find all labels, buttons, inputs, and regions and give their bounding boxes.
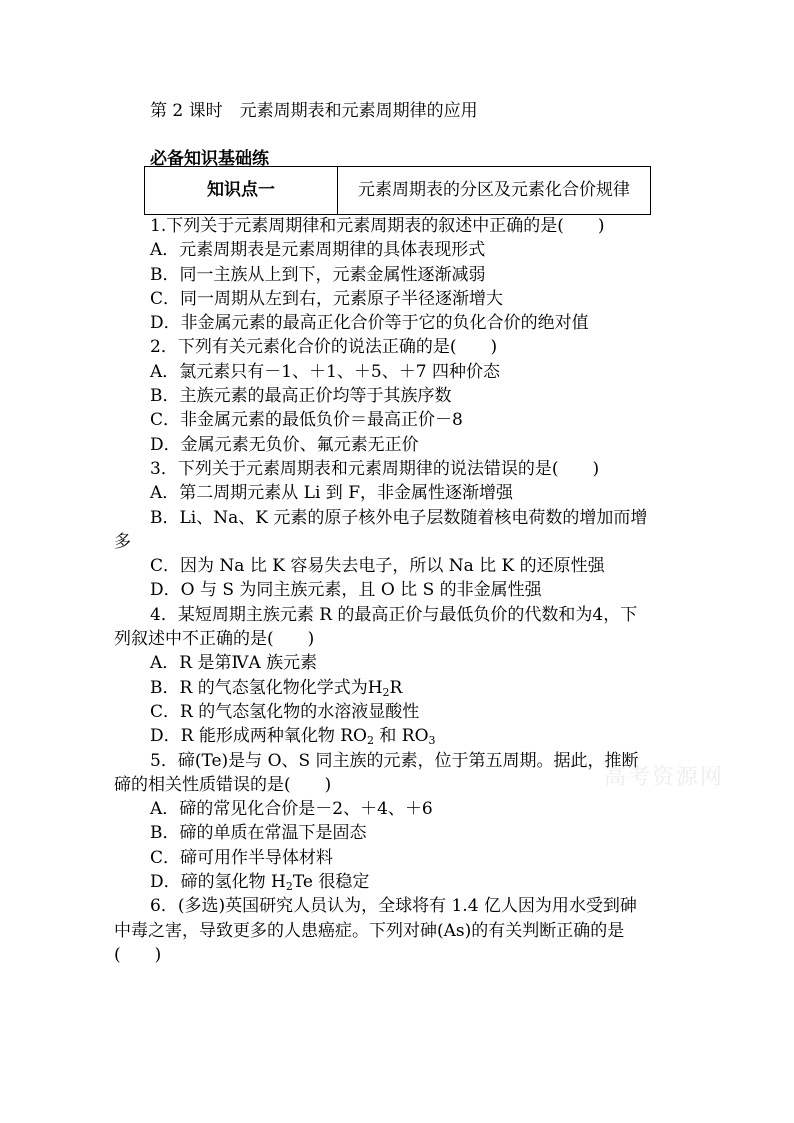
q5-option-b: B．碲的单质在常温下是固态 — [150, 823, 367, 844]
q1-option-c: C．同一周期从左到右，元素原子半径逐渐增大 — [150, 288, 504, 309]
q2-stem: 2．下列有关元素化合价的说法正确的是( ) — [150, 337, 498, 358]
q4-stem-line2: 列叙述中不正确的是( ) — [114, 629, 315, 650]
q1-stem: 1.下列关于元素周期律和元素周期表的叙述中正确的是( ) — [150, 216, 605, 236]
q3-option-a: A．第二周期元素从 Li 到 F，非金属性逐渐增强 — [150, 483, 514, 504]
knowledge-point-table — [144, 166, 651, 215]
q5-stem-line1: 5．碲(Te)是与 O、S 同主族的元素，位于第五周期。据此，推断 — [150, 750, 639, 771]
q5-option-c: C．碲可用作半导体材料 — [150, 847, 334, 868]
watermark: 高考资源网 — [604, 765, 725, 790]
q4-option-b: B．R 的气态氢化物化学式为$H_2R$ — [150, 677, 403, 699]
section-heading: 必备知识基础练 — [150, 149, 269, 169]
q6-stem-line3: ( ) — [114, 944, 162, 965]
q3-option-c: C．因为 Na 比 K 容易失去电子，所以 Na 比 K 的还原性强 — [150, 556, 605, 577]
q1-option-a: A．元素周期表是元素周期律的具体表现形式 — [150, 240, 486, 261]
q4-option-c: C．R 的气态氢化物的水溶液显酸性 — [150, 701, 420, 722]
knowledge-point-topic: 元素周期表的分区及元素化合价规律 — [338, 167, 651, 215]
knowledge-point-label: 知识点一 — [145, 167, 338, 215]
q1-option-d: D．非金属元素的最高正化合价等于它的负化合价的绝对值 — [150, 313, 589, 334]
q5-option-d: D．碲的氢化物 $H_2Te$ 很稳定 — [150, 872, 370, 894]
lesson-title: 第 2 课时 元素周期表和元素周期律的应用 — [150, 101, 478, 121]
q5-option-a: A．碲的常见化合价是－2、＋4、＋6 — [150, 799, 433, 820]
q4-stem-line1: 4．某短周期主族元素 R 的最高正价与最低负价的代数和为4，下 — [150, 604, 638, 625]
q4-option-d: D．R 能形成两种氧化物 $RO_2$ 和 $RO_3$ — [150, 726, 436, 748]
q1-option-b: B．同一主族从上到下，元素金属性逐渐减弱 — [150, 264, 486, 285]
q6-stem-line1: 6．(多选)英国研究人员认为，全球将有 1.4 亿人因为用水受到砷 — [150, 896, 637, 917]
q2-option-a: A．氯元素只有－1、＋1、＋5、＋7 四种价态 — [150, 361, 500, 382]
q3-option-d: D．O 与 S 为同主族元素，且 O 比 S 的非金属性强 — [150, 580, 542, 601]
q5-stem-line2: 碲的相关性质错误的是( ) — [114, 774, 332, 795]
q4-option-a: A．R 是第ⅣA 族元素 — [150, 653, 318, 674]
q3-option-b-line2: 多 — [114, 531, 131, 552]
q2-option-b: B．主族元素的最高正价均等于其族序数 — [150, 386, 452, 407]
q3-stem: 3．下列关于元素周期表和元素周期律的说法错误的是( ) — [150, 458, 600, 479]
question-list — [114, 214, 654, 967]
q2-option-d: D．金属元素无负价、氟元素无正价 — [150, 434, 419, 455]
q3-option-b-line1: B．Li、Na、K 元素的原子核外电子层数随着核电荷数的增加而增 — [150, 507, 648, 528]
q2-option-c: C．非金属元素的最低负价＝最高正价－8 — [150, 410, 463, 431]
q6-stem-line2: 中毒之害，导致更多的人患癌症。下列对砷(As)的有关判断正确的是 — [114, 920, 625, 941]
